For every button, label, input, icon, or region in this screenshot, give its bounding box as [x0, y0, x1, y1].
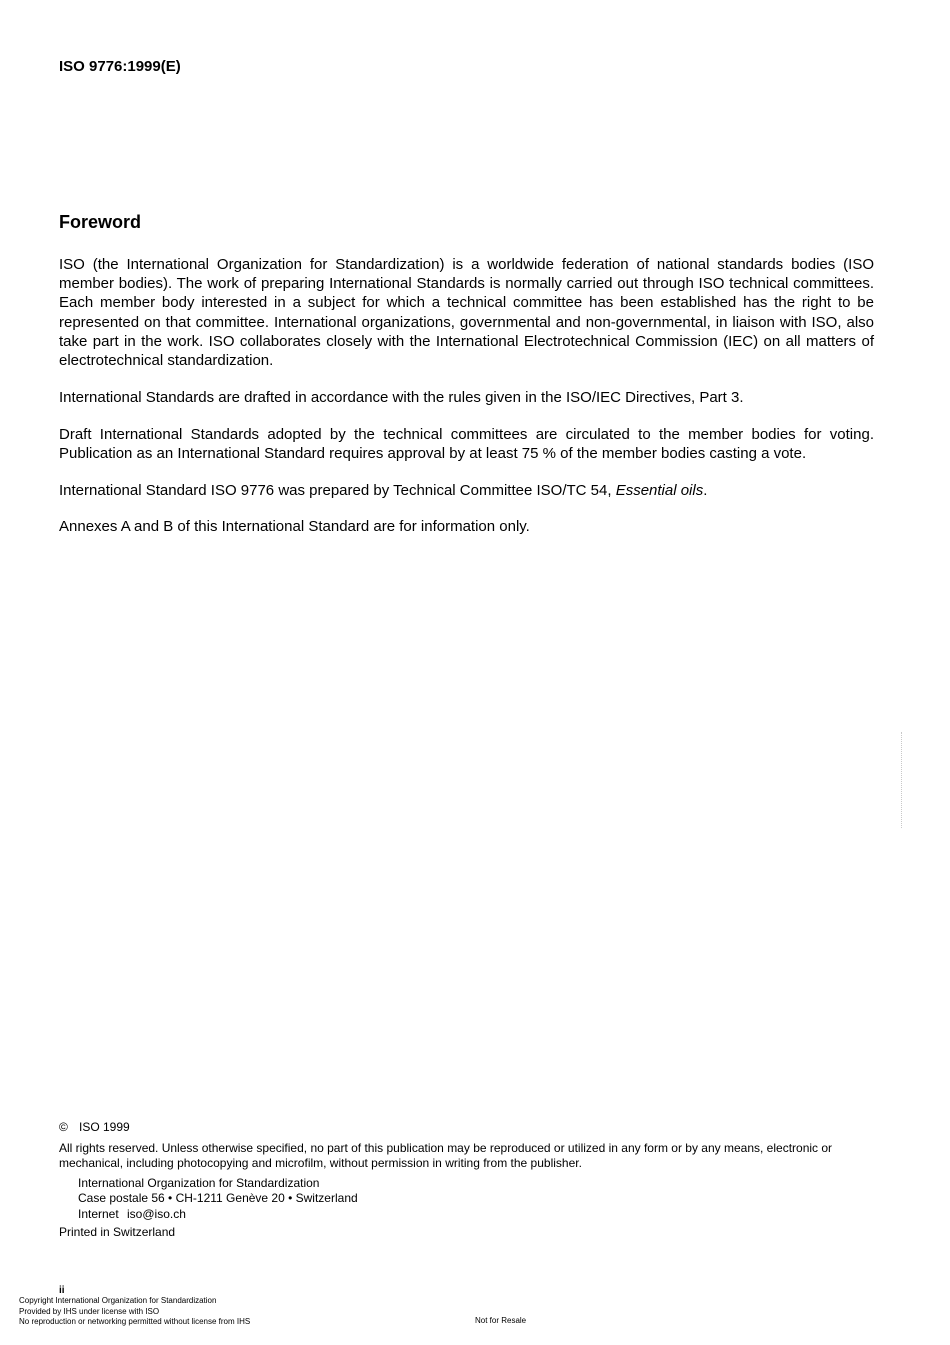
printed-in: Printed in Switzerland	[59, 1225, 176, 1239]
foreword-heading: Foreword	[59, 212, 142, 232]
internet-email: iso@iso.ch	[127, 1206, 186, 1221]
publisher-address	[59, 1176, 874, 1223]
copyright-symbol: ©	[59, 1120, 68, 1134]
copyright-block	[59, 1120, 874, 1241]
foreword-paragraph-5: Annexes A and B of this International Standard are for information only.	[59, 518, 530, 536]
publisher-internet	[78, 1207, 874, 1223]
page-number: ii	[59, 1285, 65, 1296]
internet-label: Internet	[78, 1206, 119, 1221]
publisher-postal: Case postale 56 • CH-1211 Genève 20 • Switzerland	[78, 1191, 358, 1205]
license-line-1: Copyright International Organization for Standardization	[19, 1296, 217, 1305]
committee-title: Essential oils	[615, 481, 704, 499]
not-for-resale: Not for Resale	[475, 1316, 527, 1325]
document-id: ISO 9776:1999(E)	[59, 58, 181, 75]
paragraph-4-end: .	[703, 481, 708, 499]
margin-mark	[901, 732, 906, 828]
rights-statement: All rights reserved. Unless otherwise specified, no part of this publication may be reproduced or utilized in any form or by any means, electronic or mechanical, including photocopying and microfilm, without permission in writing from the publisher.	[59, 1140, 833, 1170]
copyright-year: ISO 1999	[79, 1120, 130, 1134]
foreword-body	[59, 255, 874, 554]
publisher-org: International Organization for Standardization	[78, 1175, 320, 1190]
copyright-line	[59, 1120, 874, 1136]
foreword-paragraph-1: ISO (the International Organization for Standardization) is a worldwide federation of national standards bodies (ISO member bodies). The work of preparing International Standards is normally carried out through ISO technical committees. Each member body interested in a subject for which a technical committee has been established has the right to be represented on that committee. International organizations, governmental and non-governmental, in liaison with ISO, also take part in the work. ISO collaborates closely with the International Electrotechnical Commission (IEC) on all matters of electrotechnical standardization.	[59, 256, 874, 370]
foreword-paragraph-3: Draft International Standards adopted by the technical committees are circulated to the member bodies for voting. Publication as an International Standard requires approval by at least 75 % of the member bodies casting a vote.	[59, 425, 874, 462]
license-footer	[19, 1296, 250, 1328]
foreword-paragraph-2: International Standards are drafted in accordance with the rules given in the ISO/IEC Directives, Part 3.	[59, 388, 744, 406]
foreword-paragraph-4	[59, 481, 874, 500]
license-line-2: Provided by IHS under license with ISO	[19, 1306, 160, 1316]
license-line-3: No reproduction or networking permitted without license from IHS	[19, 1317, 251, 1326]
paragraph-4-text: International Standard ISO 9776 was prepared by Technical Committee ISO/TC 54,	[59, 481, 616, 499]
